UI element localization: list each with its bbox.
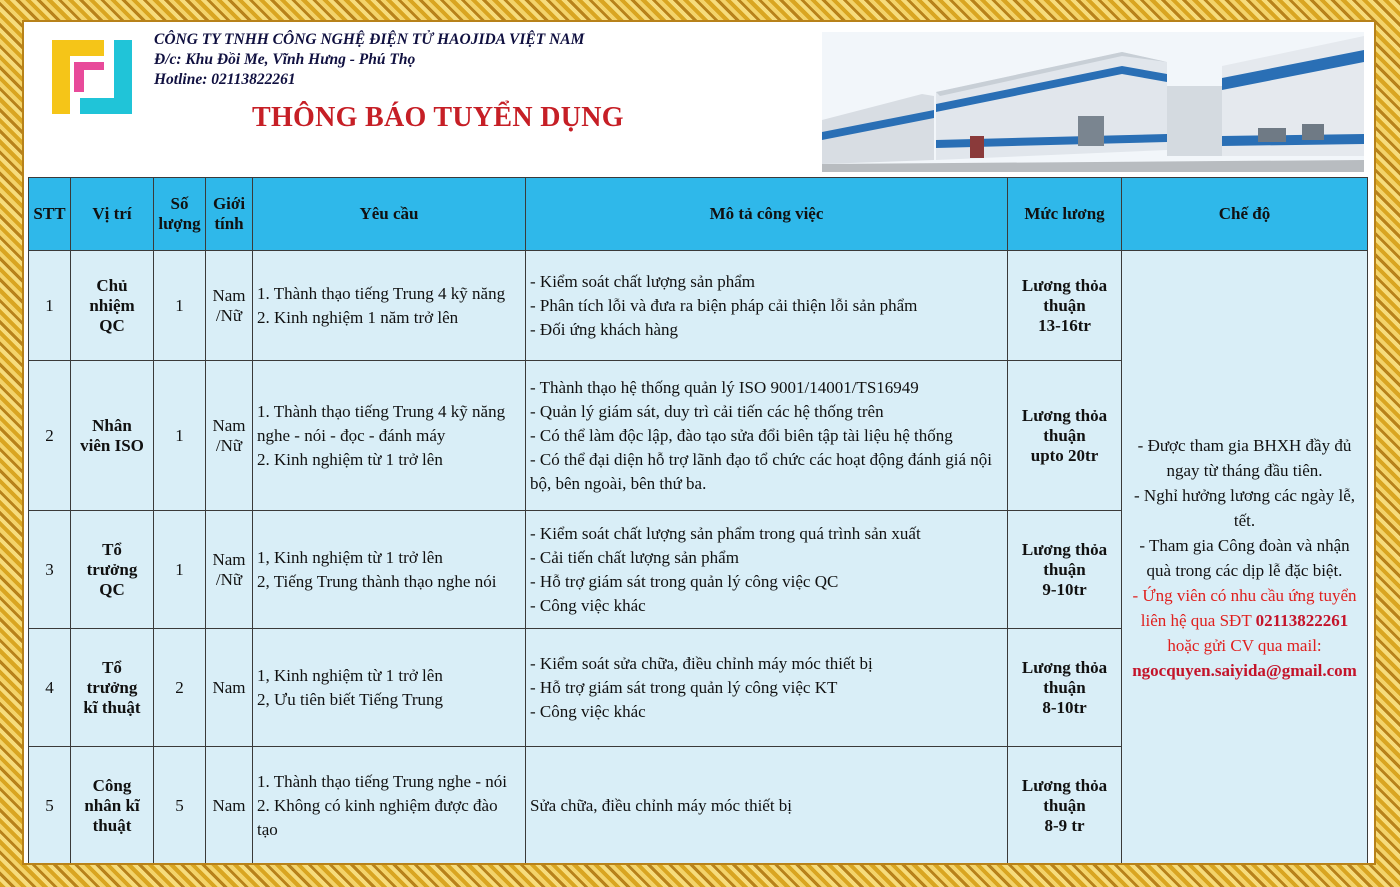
benefit-line: - Tham gia Công đoàn và nhận quà trong các dịp lễ đặc biệt. xyxy=(1139,535,1350,580)
cell-chedo xyxy=(1122,251,1368,865)
cell-mucluong-line: thuận xyxy=(1043,677,1086,697)
cell-mota-line: - Cải tiến chất lượng sản phẩm xyxy=(530,547,739,567)
cell-vitri xyxy=(71,629,154,747)
cell-stt: 2 xyxy=(29,361,71,511)
header-soluong-line: lượng xyxy=(158,214,201,233)
cell-yeucau-line: 1. Thành thạo tiếng Trung nghe - nói xyxy=(257,771,507,791)
cell-mota-line: Sửa chữa, điều chỉnh máy móc thiết bị xyxy=(530,795,793,815)
cell-mota-line: - Thành thạo hệ thống quản lý ISO 9001/14001/TS16949 xyxy=(530,377,919,397)
contact-prefix: - Ứng viên có nhu cầu ứng tuyển liên hệ qua SĐT xyxy=(1132,585,1357,630)
cell-stt: 1 xyxy=(29,251,71,361)
header-mucluong: Mức lương xyxy=(1008,178,1122,251)
cell-mucluong xyxy=(1008,511,1122,629)
cell-yeucau-line: 1. Thành thạo tiếng Trung 4 kỹ năng xyxy=(257,283,506,303)
cell-mota-line: - Hỗ trợ giám sát trong quản lý công việc QC xyxy=(530,571,839,591)
benefit-line: - Được tham gia BHXH đầy đủ ngay từ tháng đầu tiên. xyxy=(1137,435,1352,480)
company-hotline: Hotline: 02113822261 xyxy=(154,71,296,88)
cell-gioitinh-line: /Nữ xyxy=(215,569,243,589)
cell-mucluong-line: Lương thỏa xyxy=(1021,405,1108,425)
cell-yeucau xyxy=(253,251,526,361)
contact-phone: 02113822261 xyxy=(1255,610,1349,630)
cell-gioitinh xyxy=(206,361,253,511)
cell-stt: 5 xyxy=(29,747,71,865)
cell-vitri-line: trưởng xyxy=(86,677,138,697)
cell-mucluong-line: Lương thỏa xyxy=(1021,275,1108,295)
cell-vitri-line: nhiệm xyxy=(89,295,135,315)
cell-mucluong-line: thuận xyxy=(1043,559,1086,579)
cell-vitri-line: viên ISO xyxy=(80,435,144,455)
cell-mota-line: - Có thể làm độc lập, đào tạo sửa đổi biên tập tài liệu hệ thống xyxy=(530,425,953,445)
cell-mucluong xyxy=(1008,251,1122,361)
cell-vitri-line: Tổ xyxy=(102,539,122,559)
header-soluong-line: Số xyxy=(170,194,189,213)
cell-mota xyxy=(526,747,1008,865)
cell-vitri-line: Chủ xyxy=(96,275,128,295)
cell-soluong: 5 xyxy=(154,747,206,865)
cell-yeucau-line: 1, Kinh nghiệm từ 1 trở lên xyxy=(257,547,443,567)
cell-gioitinh xyxy=(206,511,253,629)
cell-mucluong xyxy=(1008,361,1122,511)
poster xyxy=(22,20,1376,865)
cell-mota-line: - Có thể đại diện hỗ trợ lãnh đạo tổ chức các hoạt động đánh giá nội bộ, bên ngoài, bên thứ ba. xyxy=(530,449,992,493)
cell-stt: 4 xyxy=(29,629,71,747)
cell-vitri-line: QC xyxy=(99,579,125,599)
cell-vitri-line: Công xyxy=(92,775,132,795)
cell-gioitinh xyxy=(206,251,253,361)
cell-mota-line: - Quản lý giám sát, duy trì cải tiến các hệ thống trên xyxy=(530,401,884,421)
cell-mota xyxy=(526,629,1008,747)
cell-vitri xyxy=(71,747,154,865)
cell-mota-line: - Phân tích lỗi và đưa ra biện pháp cải thiện lỗi sản phẩm xyxy=(530,295,918,315)
cell-gioitinh xyxy=(206,747,253,865)
cell-mucluong xyxy=(1008,629,1122,747)
header-mota: Mô tả công việc xyxy=(526,178,1008,251)
header-gioitinh-line: Giới xyxy=(212,194,246,213)
cell-vitri-line: QC xyxy=(99,315,125,335)
page-title: THÔNG BÁO TUYỂN DỤNG xyxy=(252,102,624,133)
cell-vitri-line: Tổ xyxy=(102,657,122,677)
cell-yeucau-line: 2, Tiếng Trung thành thạo nghe nói xyxy=(257,571,497,591)
header-chedo: Chế độ xyxy=(1122,178,1368,251)
benefit-line: - Nghỉ hưởng lương các ngày lễ, tết. xyxy=(1134,485,1355,530)
header-stt: STT xyxy=(29,178,71,251)
cell-gioitinh-line: Nam xyxy=(212,549,246,569)
company-info xyxy=(154,30,584,90)
contact-mid: hoặc gửi CV qua mail: xyxy=(1167,635,1322,655)
cell-mucluong xyxy=(1008,747,1122,865)
cell-yeucau-line: 1. Thành thạo tiếng Trung 4 kỹ năng nghe - nói - đọc - đánh máy xyxy=(257,401,506,445)
cell-soluong: 1 xyxy=(154,511,206,629)
cell-mucluong-line: Lương thỏa xyxy=(1021,657,1108,677)
cell-soluong: 1 xyxy=(154,361,206,511)
cell-mota xyxy=(526,361,1008,511)
cell-yeucau xyxy=(253,629,526,747)
cell-vitri xyxy=(71,361,154,511)
header-gioitinh-line: tính xyxy=(214,214,244,233)
cell-yeucau xyxy=(253,361,526,511)
cell-gioitinh-line: /Nữ xyxy=(215,305,243,325)
cell-yeucau-line: 2. Kinh nghiệm 1 năm trở lên xyxy=(257,307,459,327)
cell-mota-line: - Đối ứng khách hàng xyxy=(530,319,679,339)
cell-gioitinh-line: Nam xyxy=(212,677,246,697)
cell-vitri-line: thuật xyxy=(92,815,132,835)
cell-mucluong-line: 9-10tr xyxy=(1042,579,1087,599)
cell-yeucau xyxy=(253,511,526,629)
cell-stt: 3 xyxy=(29,511,71,629)
header-vitri: Vị trí xyxy=(71,178,154,251)
cell-mota-line: - Kiểm soát sửa chữa, điều chỉnh máy móc thiết bị xyxy=(530,653,873,673)
cell-mota xyxy=(526,251,1008,361)
cell-mucluong-line: thuận xyxy=(1043,295,1086,315)
cell-gioitinh-line: Nam xyxy=(212,795,246,815)
cell-vitri-line: kĩ thuật xyxy=(83,697,141,717)
table-row xyxy=(29,251,1368,361)
cell-yeucau-line: 2, Ưu tiên biết Tiếng Trung xyxy=(257,689,444,709)
factory-photo xyxy=(822,32,1364,172)
cell-mucluong-line: upto 20tr xyxy=(1030,445,1099,465)
company-address: Đ/c: Khu Đồi Me, Vĩnh Hưng - Phú Thọ xyxy=(154,51,416,68)
cell-vitri-line: Nhân xyxy=(92,415,132,435)
cell-gioitinh-line: Nam xyxy=(212,415,246,435)
cell-mucluong-line: 13-16tr xyxy=(1038,315,1091,335)
cell-gioitinh-line: Nam xyxy=(212,285,246,305)
company-logo xyxy=(52,36,132,118)
cell-vitri xyxy=(71,511,154,629)
cell-yeucau-line: 1, Kinh nghiệm từ 1 trở lên xyxy=(257,665,443,685)
header-yeucau: Yêu cầu xyxy=(253,178,526,251)
cell-yeucau-line: 2. Kinh nghiệm từ 1 trở lên xyxy=(257,449,443,469)
cell-mucluong-line: thuận xyxy=(1043,795,1086,815)
cell-mota-line: - Công việc khác xyxy=(530,595,646,615)
header-gioitinh xyxy=(206,178,253,251)
cell-yeucau-line: 2. Không có kinh nghiệm được đào tạo xyxy=(257,795,498,839)
contact-info xyxy=(1126,583,1363,658)
cell-mucluong-line: Lương thỏa xyxy=(1021,775,1108,795)
cell-mota-line: - Kiểm soát chất lượng sản phẩm xyxy=(530,271,755,291)
header-soluong xyxy=(154,178,206,251)
cell-gioitinh xyxy=(206,629,253,747)
cell-yeucau xyxy=(253,747,526,865)
cell-mota-line: - Hỗ trợ giám sát trong quản lý công việc KT xyxy=(530,677,838,697)
cell-gioitinh-line: /Nữ xyxy=(215,435,243,455)
cell-vitri-line: trưởng xyxy=(86,559,138,579)
cell-mucluong-line: thuận xyxy=(1043,425,1086,445)
cell-vitri xyxy=(71,251,154,361)
cell-soluong: 1 xyxy=(154,251,206,361)
table-header-row xyxy=(29,178,1368,251)
contact-email: ngocquyen.saiyida@gmail.com xyxy=(1132,660,1357,680)
cell-mucluong-line: Lương thỏa xyxy=(1021,539,1108,559)
job-table xyxy=(28,177,1368,865)
cell-mucluong-line: 8-9 tr xyxy=(1044,815,1085,835)
cell-mucluong-line: 8-10tr xyxy=(1042,697,1087,717)
cell-soluong: 2 xyxy=(154,629,206,747)
company-name: CÔNG TY TNHH CÔNG NGHỆ ĐIỆN TỬ HAOJIDA VIỆT NAM xyxy=(154,31,585,48)
cell-mota-line: - Kiểm soát chất lượng sản phẩm trong quá trình sản xuất xyxy=(530,523,921,543)
cell-mota xyxy=(526,511,1008,629)
cell-vitri-line: nhân kĩ xyxy=(84,795,140,815)
cell-mota-line: - Công việc khác xyxy=(530,701,646,721)
